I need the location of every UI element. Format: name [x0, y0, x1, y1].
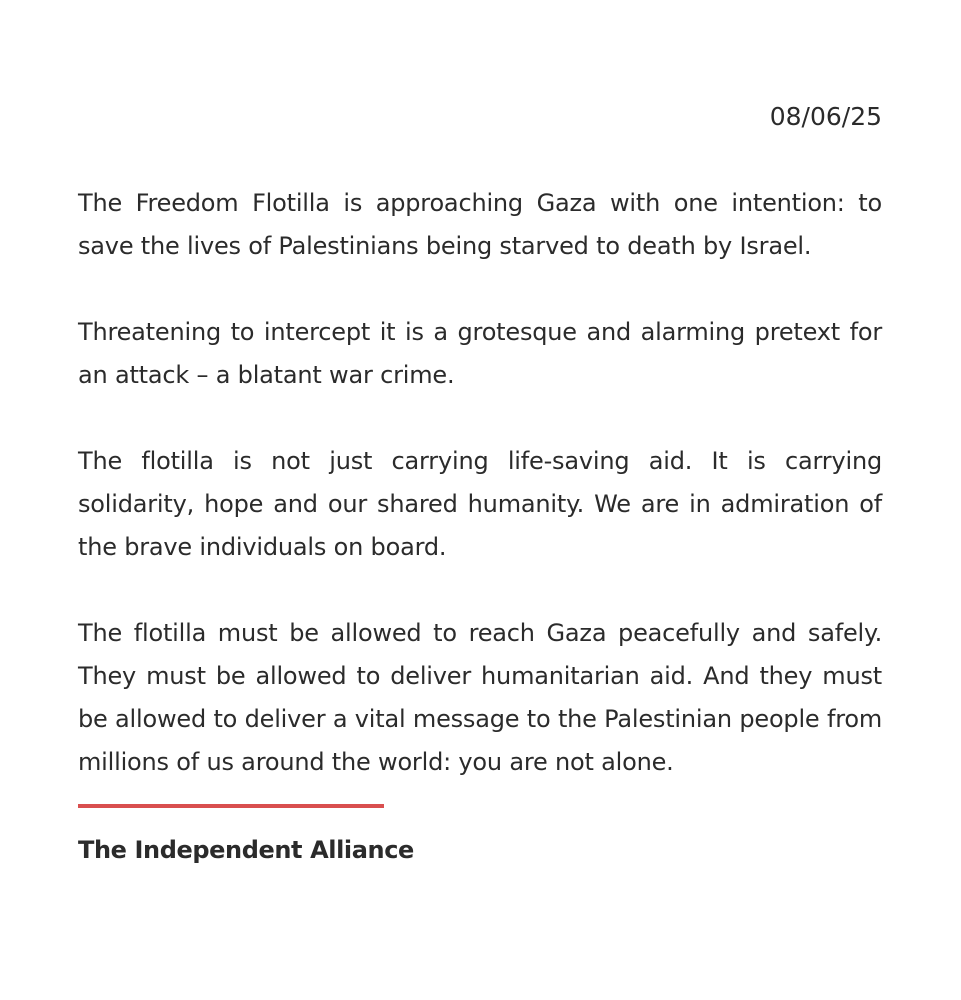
statement-date: 08/06/25 — [769, 102, 882, 131]
signature: The Independent Alliance — [78, 836, 414, 864]
statement-paragraph-4: The flotilla must be allowed to reach Gaza peacefully and safely. They must be allowed to deliver humanitarian aid. And they must be allowed to deliver a vital message to the Palestinian people from millions of us around the world: you are not alone. — [78, 619, 882, 776]
statement-page — [78, 98, 882, 868]
accent-divider — [78, 804, 384, 808]
statement-paragraph-2: Threatening to intercept it is a grotesque and alarming pretext for an attack – a blatant war crime. — [78, 318, 882, 389]
statement-paragraph-1: The Freedom Flotilla is approaching Gaza with one intention: to save the lives of Palestinians being starved to death by Israel. — [78, 189, 882, 260]
statement-paragraph-3: The flotilla is not just carrying life-saving aid. It is carrying solidarity, hope and our shared humanity. We are in admiration of the brave individuals on board. — [78, 447, 882, 561]
